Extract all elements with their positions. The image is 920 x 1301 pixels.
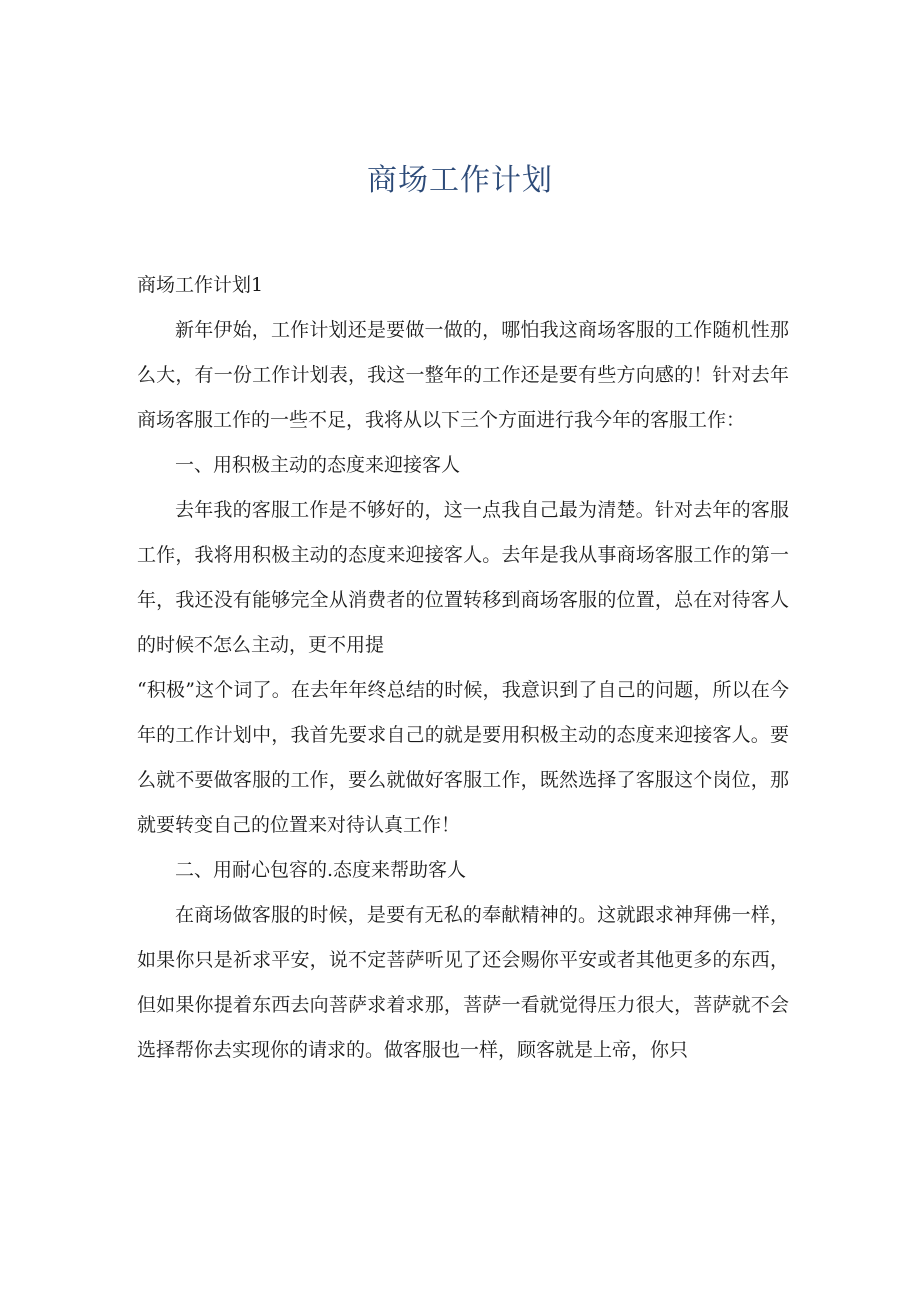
body-paragraph: 新年伊始，工作计划还是要做一做的，哪怕我这商场客服的工作随机性那么大，有一份工作计划表，我这一整年的工作还是要有些方向感的！针对去年商场客服工作的一些不足，我将从以下三个方面进行我今年的客服工作： [137, 319, 789, 431]
body-paragraph: 在商场做客服的时候，是要有无私的奉献精神的。这就跟求神拜佛一样，如果你只是祈求平安，说不定菩萨听见了还会赐你平安或者其他更多的东西，但如果你提着东西去向菩萨求着求那，菩萨一看就觉得压力很大，菩萨就不会选择帮你去实现你的请求的。做客服也一样，顾客就是上帝，你只 [137, 904, 789, 1061]
section-heading: 二、用耐心包容的.态度来帮助客人 [175, 859, 467, 881]
body-paragraph-continuation: “积极”这个词了。在去年年终总结的时候，我意识到了自己的问题，所以在今年的工作计划中，我首先要求自己的就是要用积极主动的态度来迎接客人。要么就不要做客服的工作，要么就做好客服工作，既然选择了客服这个岗位，那就要转变自己的位置来对待认真工作！ [137, 679, 789, 836]
body-paragraph: 去年我的客服工作是不够好的，这一点我自己最为清楚。针对去年的客服工作，我将用积极主动的态度来迎接客人。去年是我从事商场客服工作的第一年，我还没有能够完全从消费者的位置转移到商场客服的位置，总在对待客人的时候不怎么主动，更不用提 [137, 499, 789, 656]
section-heading: 一、用积极主动的态度来迎接客人 [175, 454, 461, 476]
document-title: 商场工作计划 [367, 163, 553, 198]
section-subtitle: 商场工作计划1 [137, 274, 264, 296]
document-body [137, 263, 789, 1073]
